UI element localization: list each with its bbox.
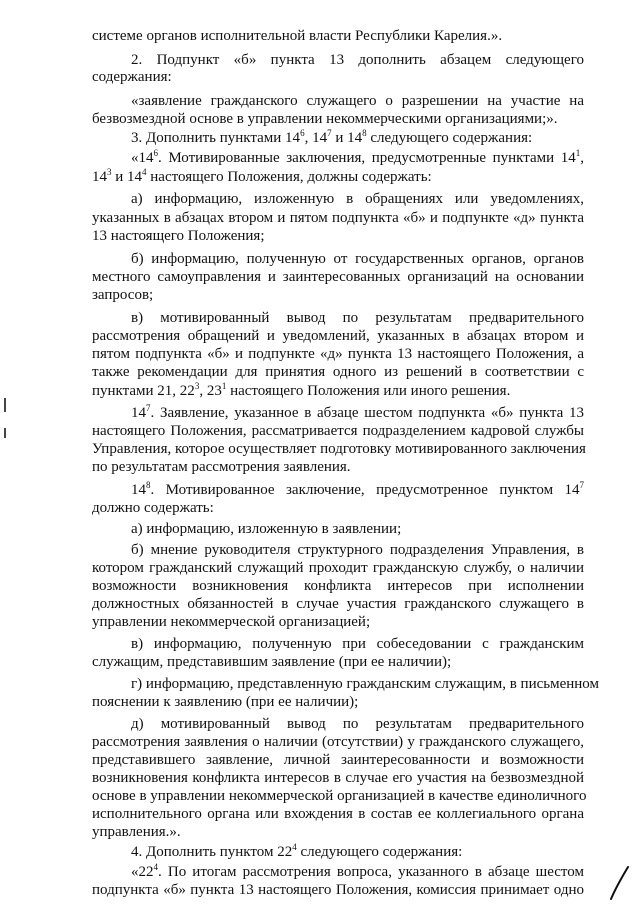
text-line: рассмотрения заявления о наличии (отсутствии) у гражданского служащего, bbox=[92, 734, 584, 750]
text-line: по результатам рассмотрения заявления. bbox=[92, 459, 351, 475]
text-line: 3. Дополнить пунктами $14^6$, $14^7$ и $14^8$ следующего содержания: bbox=[131, 128, 533, 146]
text-line: $14^3$ и $14^4$ настоящего Положения, должны содержать: bbox=[92, 167, 432, 185]
text-line: «заявление гражданского служащего о разрешении на участие на bbox=[131, 93, 584, 109]
text-line: управлении некоммерческой организацией; bbox=[92, 614, 371, 630]
text-line: должно содержать: bbox=[92, 500, 214, 516]
text-line: $14^8$. Мотивированное заключение, предусмотренное пунктом $14^7$ bbox=[131, 480, 584, 498]
text-line: рассмотрения обращений и уведомлений, указанных в абзацах втором и bbox=[92, 328, 584, 344]
text-line: возможности возникновения конфликта интересов при исполнении bbox=[92, 578, 584, 594]
text-line: в) мотивированный вывод по результатам предварительного bbox=[131, 310, 584, 326]
text-line: $14^7$. Заявление, указанное в абзаце шестом подпункта «б» пункта 13 bbox=[131, 403, 584, 421]
text-line: системе органов исполнительной власти Республики Карелия.». bbox=[92, 28, 503, 44]
text-line: б) мнение руководителя структурного подразделения Управления, в bbox=[131, 542, 584, 558]
text-line: исполнительного органа или вхождения в состав ее коллегиального органа bbox=[92, 806, 584, 822]
text-line: настоящего Положения, рассматривается подразделением кадровой службы bbox=[92, 423, 584, 439]
text-line: д) мотивированный вывод по результатам предварительного bbox=[131, 716, 584, 732]
text-line: управления.». bbox=[92, 824, 181, 840]
text-line: служащим, представившим заявление (при ее наличии); bbox=[92, 654, 452, 670]
text-line: «$14^6$. Мотивированные заключения, предусмотренные пунктами $14^1$, bbox=[131, 148, 584, 166]
text-line: в) информацию, полученную при собеседовании с гражданским bbox=[131, 636, 584, 652]
text-line: Управления, которое осуществляет подготовку мотивированного заключения bbox=[92, 441, 586, 457]
text-line: основе в управлении некоммерческой организацией в качестве единоличного bbox=[92, 788, 587, 804]
pen-stroke-icon bbox=[608, 865, 632, 901]
text-line: содержания: bbox=[92, 69, 172, 85]
text-line: указанных в абзацах втором и пятом подпункта «б» и подпункте «д» пункта bbox=[92, 210, 584, 226]
text-line: представившего заявление, личной заинтересованности и возможности bbox=[92, 752, 584, 768]
text-line: «$22^4$. По итогам рассмотрения вопроса, указанного в абзаце шестом bbox=[131, 862, 584, 880]
text-line: также рекомендации для принятия одного из решений в соответствии с bbox=[92, 364, 584, 380]
text-line: 2. Подпункт «б» пункта 13 дополнить абзацем следующего bbox=[131, 52, 584, 68]
text-line: безвозмездной основе в управлении некоммерческими организациями;». bbox=[92, 111, 558, 127]
text-line: а) информацию, изложенную в обращениях или уведомлениях, bbox=[131, 191, 584, 207]
text-line: г) информацию, представленную гражданским служащим, в письменном bbox=[131, 676, 600, 692]
text-line: 13 настоящего Положения; bbox=[92, 228, 265, 244]
text-line: возникновения конфликта интересов в случае его участия на безвозмездной bbox=[92, 770, 584, 786]
text-line: пояснении к заявлению (при ее наличии); bbox=[92, 694, 359, 710]
text-line: местного самоуправления и заинтересованных организаций на основании bbox=[92, 269, 584, 285]
text-line: а) информацию, изложенную в заявлении; bbox=[131, 521, 402, 537]
scan-edge-mark bbox=[4, 398, 6, 412]
text-line: б) информацию, полученную от государственных органов, органов bbox=[131, 251, 584, 267]
text-line: запросов; bbox=[92, 287, 154, 303]
text-line: подпункта «б» пункта 13 настоящего Положения, комиссия принимает одно bbox=[92, 882, 584, 898]
text-line: должностных обязанностей в случае участия гражданского служащего в bbox=[92, 596, 584, 612]
scan-edge-mark bbox=[4, 428, 6, 438]
text-line: пунктами 21, $22^3$, $23^1$ настоящего Положения или иного решения. bbox=[92, 381, 511, 399]
text-line: пятом подпункта «б» и подпункте «д» пункта 13 настоящего Положения, а bbox=[92, 346, 584, 362]
text-line: котором гражданский служащий проходит гражданскую службу, о наличии bbox=[92, 560, 584, 576]
text-line: 4. Дополнить пунктом $22^4$ следующего содержания: bbox=[131, 842, 463, 860]
